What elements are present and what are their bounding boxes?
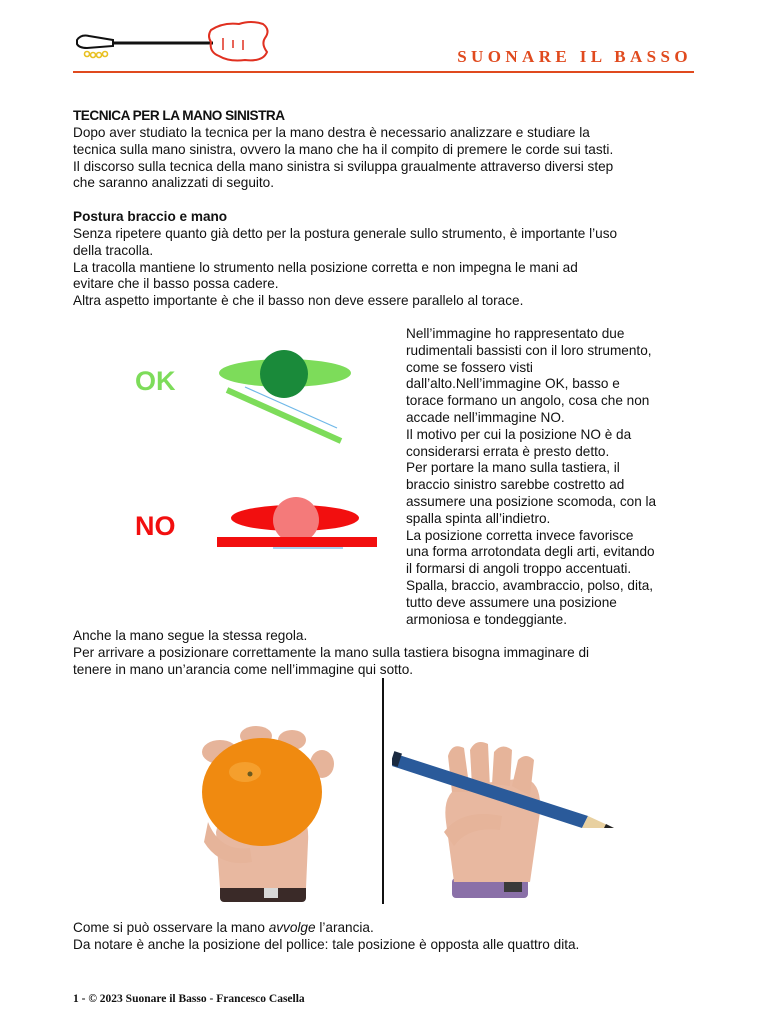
no-head xyxy=(273,497,319,543)
paragraph-line: della tracolla. xyxy=(73,242,154,258)
emphasis-avvolge: avvolge xyxy=(268,920,316,935)
section4-paragraph xyxy=(73,920,694,954)
paragraph-line: La posizione corretta invece favorisce xyxy=(406,527,634,543)
page-footer: 1 - © 2023 Suonare il Basso - Francesco Casella xyxy=(73,993,305,1005)
no-bass-neck xyxy=(217,537,377,547)
paragraph-line: Per portare la mano sulla tastiera, il xyxy=(406,460,620,476)
section2-paragraph xyxy=(73,226,694,310)
paragraph-line: braccio sinistro sarebbe costretto ad xyxy=(406,477,625,493)
paragraph-line: come se fossero visti xyxy=(406,359,533,375)
bass-guitar-logo-icon xyxy=(73,18,273,64)
paragraph-line: torace formano un angolo, cosa che non xyxy=(406,393,650,409)
text-fragment: Come si può osservare la mano xyxy=(73,920,269,935)
paragraph-line: dall’alto.Nell’immagine OK, basso e xyxy=(406,376,620,392)
photo-divider xyxy=(382,678,384,904)
header-title: SUONARE IL BASSO xyxy=(457,47,692,66)
paragraph-line: Dopo aver studiato la tecnica per la mano destra è necessario analizzare e studiare la xyxy=(73,125,590,140)
section3-paragraph xyxy=(73,628,694,678)
paragraph-line: rudimentali bassisti con il loro strumento, xyxy=(406,342,652,358)
posture-figure xyxy=(125,335,390,560)
paragraph-line: Il motivo per cui la posizione NO è da xyxy=(406,426,632,442)
paragraph-line: Il discorso sulla tecnica della mano sinistra si sviluppa graualmente attraverso diversi step xyxy=(73,158,614,174)
paragraph-line: Altra aspetto importante è che il basso non deve essere parallelo al torace. xyxy=(73,293,524,309)
posture-explanation xyxy=(406,326,694,628)
paragraph-line: considerarsi errata è presto detto. xyxy=(406,443,610,459)
paragraph-line: Senza ripetere quanto già detto per la postura generale sullo strumento, è importante l’uso xyxy=(73,226,618,241)
photo-hand-pencil xyxy=(392,712,618,904)
paragraph-line: Da notare è anche la posizione del pollice: tale posizione è opposta alle quattro dita. xyxy=(73,936,580,952)
section-heading-posture: Postura braccio e mano xyxy=(73,209,228,224)
header-divider xyxy=(73,71,694,73)
paragraph-line: una forma arrotondata degli arti, evitando xyxy=(406,544,655,560)
section-heading-left-hand: TECNICA PER LA MANO SINISTRA xyxy=(73,108,285,123)
no-label: NO xyxy=(135,511,176,541)
paragraph-line: Anche la mano segue la stessa regola. xyxy=(73,628,308,643)
photo-hand-orange xyxy=(190,712,340,904)
orange-icon xyxy=(202,738,322,846)
paragraph-line: tecnica sulla mano sinistra, ovvero la mano che ha il compito di premere le corde sui tasti. xyxy=(73,141,614,157)
section1-paragraph xyxy=(73,125,694,192)
ok-head xyxy=(260,350,308,398)
ok-label: OK xyxy=(135,366,176,396)
paragraph-line: spalla spinta all’indietro. xyxy=(406,510,551,526)
paragraph-line: che saranno analizzati di seguito. xyxy=(73,175,275,191)
paragraph-line: il formarsi di angoli troppo accentuati. xyxy=(406,561,632,577)
paragraph-line: accade nell’immagine NO. xyxy=(406,409,565,425)
paragraph-line: Per arrivare a posizionare correttamente la mano sulla tastiera bisogna immaginare di xyxy=(73,644,590,660)
paragraph-line: armoniosa e tondeggiante. xyxy=(406,611,567,627)
paragraph-line: evitare che il basso possa cadere. xyxy=(73,276,279,292)
text-fragment: l’arancia. xyxy=(315,920,374,935)
paragraph-line: tenere in mano un’arancia come nell’immagine qui sotto. xyxy=(73,661,414,677)
paragraph-line: Nell’immagine ho rappresentato due xyxy=(406,326,625,341)
paragraph-line: tutto deve assumere una posizione xyxy=(406,594,617,610)
paragraph-line: Spalla, braccio, avambraccio, polso, dita, xyxy=(406,577,654,593)
paragraph-line: La tracolla mantiene lo strumento nella posizione corretta e non impegna le mani ad xyxy=(73,259,578,275)
paragraph-line: assumere una posizione scomoda, con la xyxy=(406,493,657,509)
paragraph-line xyxy=(73,920,694,937)
